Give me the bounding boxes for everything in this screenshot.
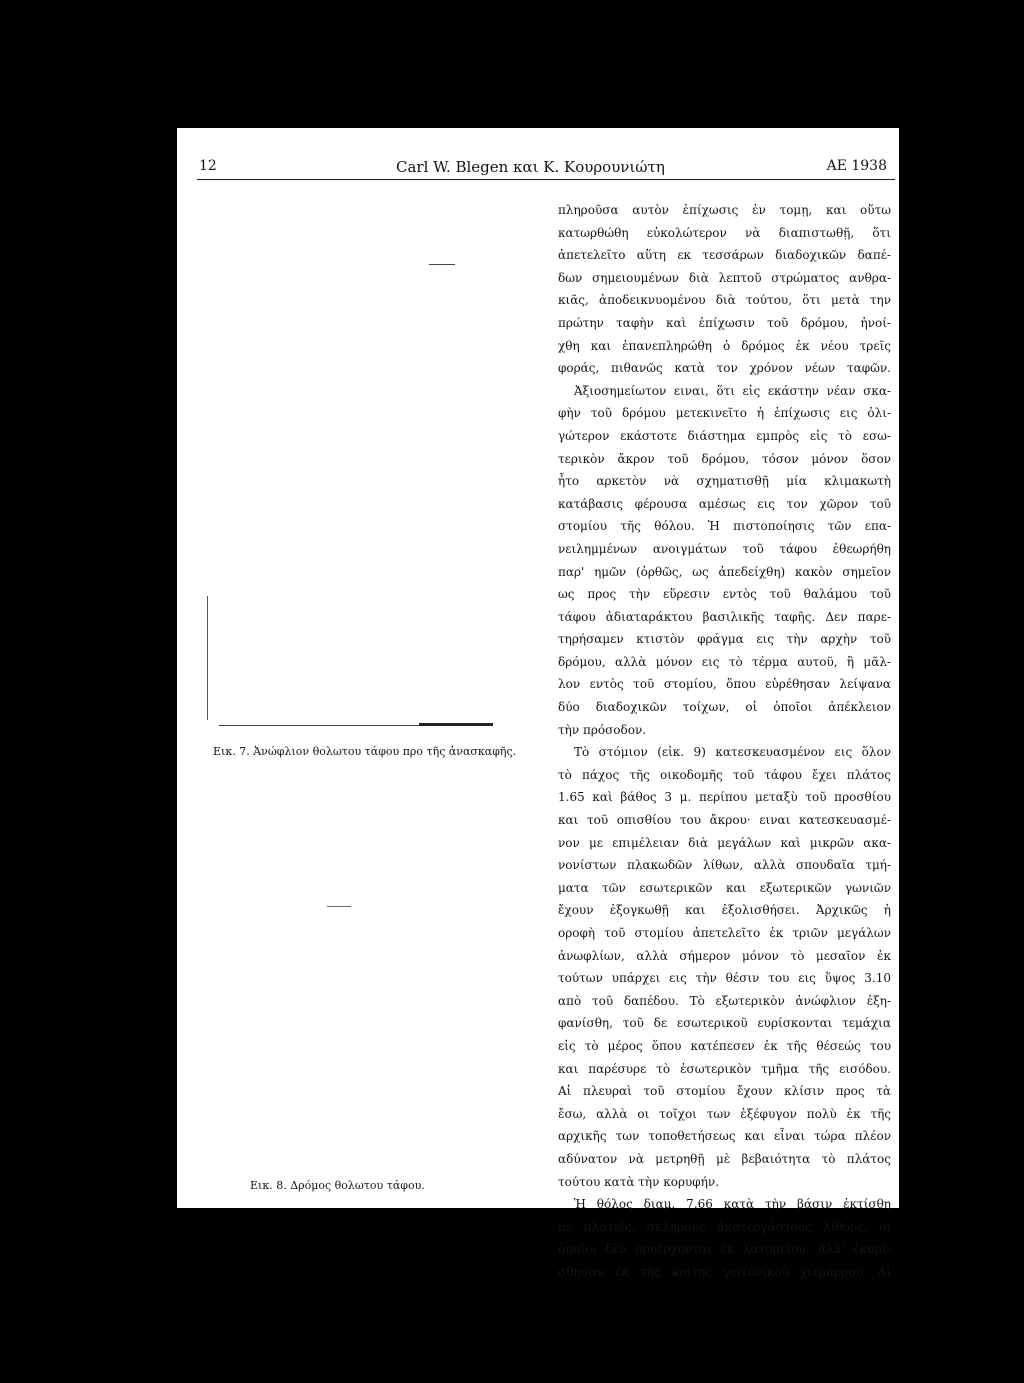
text-line: Τὸ στόμιον (εἰκ. 9) κατεσκευασμένον εις ὅλον	[574, 745, 891, 760]
text-line: και παρέσυρε τὸ ἐσωτερικὸν τμῆμα τῆς εισόδου.	[558, 1061, 891, 1076]
text-line: πληροῦσα αυτὸν ἐπίχωσις ἐν τομῃ, και οὕτω	[558, 203, 891, 217]
text-line: 1.65 καὶ βάθος 3 μ. περίπου μεταξὺ τοῦ προσθίου	[558, 790, 891, 805]
text-line: φοράς, πιθανῶς κατὰ τον χρόνον νέων ταφῶν.	[558, 361, 891, 376]
text-line: δων σημειουμένων διὰ λεπτοῦ στρώματος ανθρα-	[558, 270, 891, 285]
figure-7-plate-bottom-edge	[219, 725, 419, 726]
text-line: ἔχουν ἐξογκωθῇ και ἐξολισθήσει. Ἀρχικῶς ἡ	[558, 903, 891, 918]
running-head-authors: Carl W. Blegen και Κ. Κουρουνιώτη	[396, 158, 665, 176]
text-line: σθησαν ἐκ τῆς κοίτης γειτονικοῦ χειμάρρου. Αἱ	[558, 1264, 891, 1279]
text-line: τὸ πάχος τῆς οικοδομῆς τοῦ τάφου ἔχει πλάτος	[558, 767, 891, 782]
text-line: ἦτο αρκετὸν νὰ σχηματισθῇ μία κλιμακωτὴ	[558, 474, 891, 489]
text-line: οροφὴ τοῦ στομίου ἀπετελεῖτο ἐκ τριῶν μεγάλων	[558, 926, 891, 940]
text-line: παρ' ημῶν (ὀρθῶς, ως ἀπεδείχθη) κακὸν σημεῖον	[558, 564, 891, 579]
text-line: κιᾶς, ἀποδεικνυομένου διὰ τούτου, ὅτι μετὰ την	[558, 293, 891, 308]
text-line: νονίστων πλακωδῶν λίθων, αλλὰ σπουδαῖα τμή-	[558, 858, 891, 873]
text-line: δύο διαδοχικῶν τοίχων, οἱ ὁποῖοι ἀπέκλειον	[558, 700, 891, 715]
text-line: ως προς τὴν εὕρεσιν εντὸς τοῦ θαλάμου τοῦ	[558, 587, 891, 602]
text-line: μὲ πλατεῖς, σκληροὺς ἀκατεργάστους λίθους, οἱ	[558, 1219, 891, 1234]
text-line: τούτων υπάρχει εις τὴν θέσιν του εις ὕψος 3.10	[558, 971, 891, 986]
figure-7-plate-bottom-mark	[419, 723, 493, 726]
text-line: Ἡ θόλος διαμ. 7.66 κατὰ τὴν βάσιν ἐκτίσθη	[574, 1197, 891, 1212]
running-head-journal: ΑΕ 1938	[826, 158, 887, 174]
text-line: πρώτην ταφὴν καὶ ἐπίχωσιν τοῦ δρόμου, ἠνοί-	[558, 315, 891, 330]
text-line: Ἀξιοσημείωτον ειναι, ὅτι εἰς εκάστην νέαν σκα-	[574, 383, 891, 398]
figure-7-caption: Εικ. 7. Ἀνώφλιον θολωτου τάφου προ τῆς ἀνασκαφῆς.	[213, 745, 517, 758]
text-line: τερικὸν ἄκρον τοῦ δρόμου, τόσον μόνον ὅσον	[558, 451, 891, 466]
text-line: τάφου ἀδιαταράκτου βασιλικῆς ταφῆς. Δεν παρε-	[558, 609, 891, 624]
text-line: ὁποῖοι δὲν προέρχονται ἐκ λατομείου, ἀλλ' ἐκομί-	[558, 1242, 891, 1257]
text-line: ἀνωφλίων, αλλὰ σήμερον μόνον τὸ μεσαῖον ἐκ	[558, 948, 891, 963]
text-line: τὴν πρόσοδον.	[558, 722, 647, 737]
text-line: δρόμου, αλλὰ μόνον εις τὸ τέρμα αυτοῦ, ἢ μᾶλ-	[558, 654, 891, 669]
text-line: κατωρθώθη εὐκολώτερον νὰ διαπιστωθῇ, ὅτι	[558, 225, 891, 240]
text-line: ματα τῶν εσωτερικῶν και εξωτερικῶν γωνιῶν	[558, 880, 891, 895]
text-line: ἔσω, αλλὰ οι τοῖχοι των ἐξέφυγον πολὺ ἐκ τῆς	[558, 1106, 891, 1121]
text-line: αρχικῆς των τοποθετήσεως και εἶναι τώρα πλέον	[558, 1129, 891, 1144]
text-line: φανίσθη, τοῦ δε εσωτερικοῦ ευρίσκονται τεμάχια	[558, 1016, 891, 1031]
header-rule	[197, 179, 895, 180]
text-line: στομίου τῆς θόλου. Ἡ πιστοποίησις τῶν επα-	[558, 519, 891, 534]
text-line: χθη και ἐπανεπληρώθη ὁ δρόμος ἐκ νέου τρεῖς	[558, 338, 891, 353]
text-line: γώτερον εκάστοτε διάστημα εμπρὸς εἰς τὸ εσω-	[558, 428, 891, 443]
text-line: νειλημμένων ανοιγμάτων τοῦ τάφου ἐθεωρήθη	[558, 541, 891, 556]
text-line: κατάβασις φέρουσα αμέσως εις τον χῶρον τοῦ	[558, 496, 891, 511]
body-text-column	[558, 199, 891, 1284]
figure-8-plate-mark	[327, 906, 351, 907]
text-line: απὸ τοῦ δαπέδου. Τὸ εξωτερικὸν ἀνώφλιον ἐξη-	[558, 993, 891, 1008]
figure-8-caption: Εικ. 8. Δρόμος θολωτου τάφου.	[250, 1179, 425, 1192]
journal-page	[177, 128, 899, 1279]
text-line: τηρήσαμεν κτιστὸν φράγμα εις τὴν αρχὴν τοῦ	[558, 632, 891, 647]
text-line: εἰς τὸ μέρος ὅπου κατέπεσεν ἐκ τῆς θέσεώς του	[558, 1038, 891, 1053]
text-line: λον εντὸς τοῦ στομίου, ὅπου εὑρέθησαν λείψανα	[558, 677, 891, 692]
text-line: αδύνατον νὰ μετρηθῇ μὲ βεβαιότητα τὸ πλάτος	[558, 1151, 891, 1166]
figure-7-plate-left-edge	[207, 596, 208, 720]
text-line: φὴν τοῦ δρόμου μετεκινεῖτο ἡ ἐπίχωσις εις ὀλι-	[558, 406, 891, 421]
text-line: νον με επιμέλειαν διὰ μεγάλων καὶ μικρῶν ακα-	[558, 835, 891, 850]
text-line: ἀπετελεῖτο αὕτη εκ τεσσάρων διαδοχικῶν δαπέ-	[558, 248, 891, 263]
page-number: 12	[199, 158, 217, 174]
text-line: τούτου κατὰ τὴν κορυφήν.	[558, 1174, 720, 1189]
figure-7-plate-top-mark	[429, 264, 455, 265]
text-line: Αἱ πλευραὶ τοῦ στομίου ἔχουν κλίσιν προς τὰ	[558, 1084, 891, 1099]
text-line: και τοῦ οπισθίου του ἄκρου· ειναι κατεσκευασμέ-	[558, 813, 891, 828]
